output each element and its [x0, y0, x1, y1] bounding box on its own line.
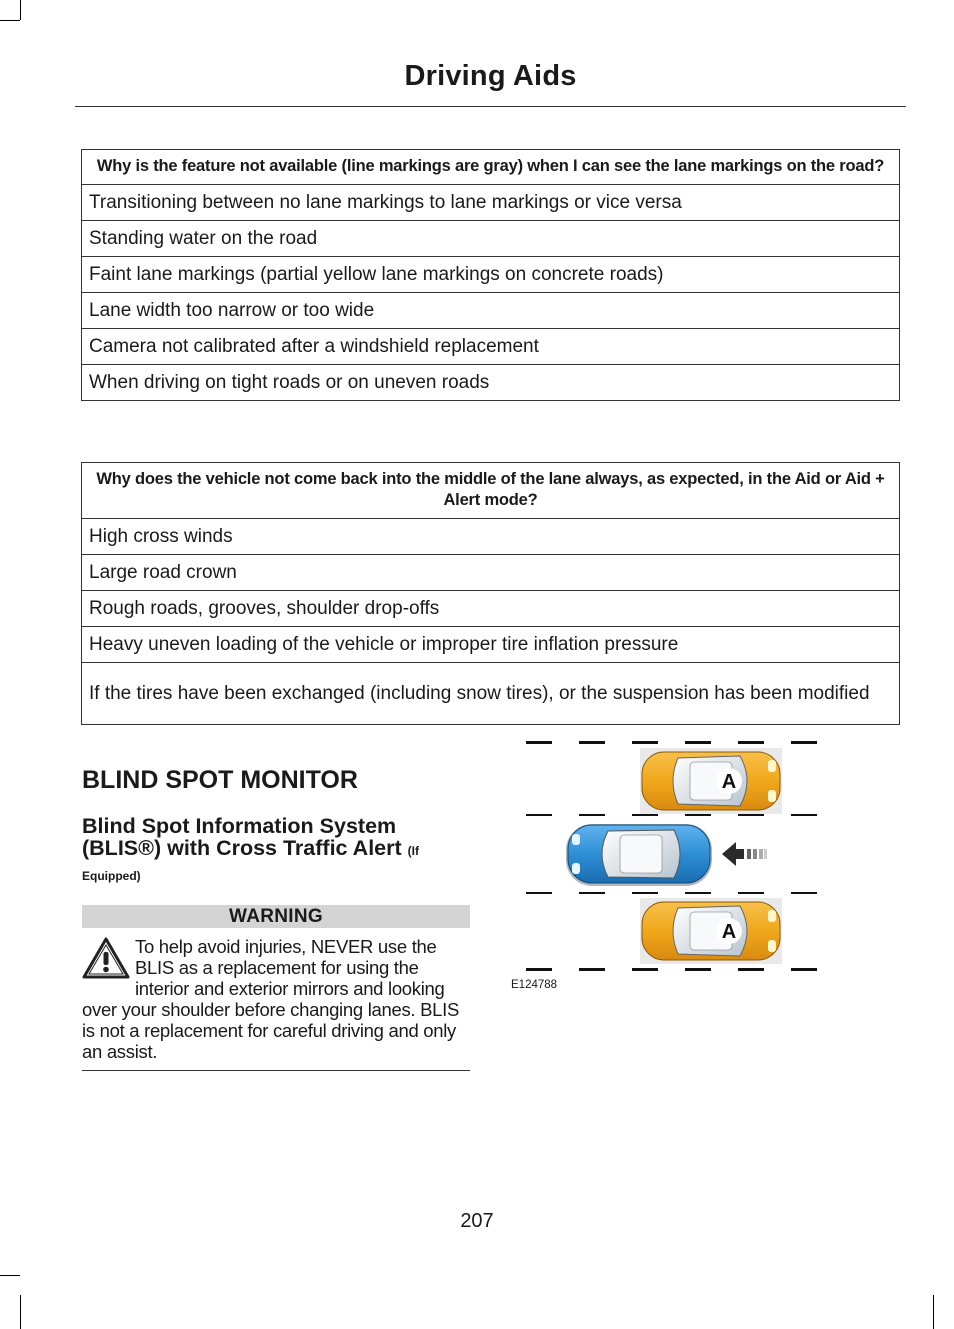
crop-mark [0, 20, 20, 21]
warning-text [82, 936, 470, 1062]
warning-body: To help avoid injuries, NEVER use the BLIS as a replacement for using the interior and exterior mirrors and looking over your shoulder before changing lanes. BLIS is not a replacement for careful driving and only an assist. [82, 936, 460, 1062]
page-number: 207 [460, 1210, 494, 1232]
table-row: Large road crown [82, 555, 900, 591]
section-subtitle [82, 815, 474, 887]
table-row: Lane width too narrow or too wide [82, 293, 900, 329]
section-title: BLIND SPOT MONITOR [82, 766, 358, 794]
table-row: Faint lane markings (partial yellow lane markings on concrete roads) [82, 257, 900, 293]
subtitle-text: Blind Spot Information System (BLIS®) with Cross Traffic Alert [82, 814, 402, 860]
crop-mark [20, 0, 21, 20]
host-vehicle [566, 824, 712, 886]
left-arrow-icon [722, 842, 767, 866]
blind-spot-diagram [510, 734, 830, 996]
table-row: Rough roads, grooves, shoulder drop-offs [82, 591, 900, 627]
faq-table-lane-centering [81, 462, 900, 725]
table-row: Transitioning between no lane markings to lane markings or vice versa [82, 185, 900, 221]
table-question: Why does the vehicle not come back into the middle of the lane always, as expected, in the Aid or Aid + Alert mode? [82, 463, 900, 519]
label-a-top: A [721, 771, 737, 793]
vehicle-in-blind-spot-top [642, 752, 780, 810]
table-row: Camera not calibrated after a windshield replacement [82, 329, 900, 365]
table-row: Standing water on the road [82, 221, 900, 257]
label-a-bottom: A [721, 921, 737, 943]
figure-id: E124788 [511, 979, 558, 991]
vehicle-in-blind-spot-bottom [642, 902, 780, 960]
table-row: When driving on tight roads or on uneven roads [82, 365, 900, 401]
table-question: Why is the feature not available (line markings are gray) when I can see the lane markings on the road? [82, 150, 900, 185]
crop-mark [933, 1295, 934, 1329]
table-row: Heavy uneven loading of the vehicle or improper tire inflation pressure [82, 627, 900, 663]
page-header [75, 58, 906, 107]
crop-mark [0, 1275, 20, 1276]
subtitle-note: (If Equipped) [82, 844, 419, 883]
warning-label: WARNING [82, 905, 470, 928]
page-title: Driving Aids [404, 60, 577, 92]
table-row: High cross winds [82, 519, 900, 555]
table-row: If the tires have been exchanged (including snow tires), or the suspension has been modified [82, 663, 900, 725]
crop-mark [20, 1295, 21, 1329]
faq-table-lane-markings [81, 149, 900, 401]
warning-divider [82, 1070, 470, 1071]
